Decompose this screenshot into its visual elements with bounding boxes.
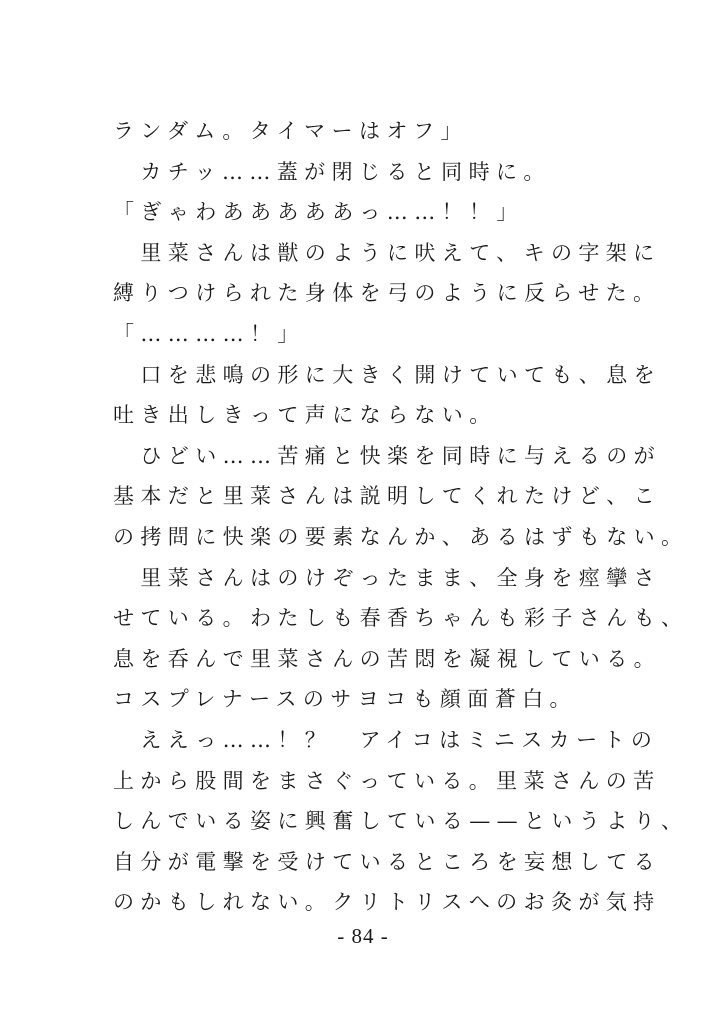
body-text (113, 111, 689, 923)
text-line: しんでいる姿に興奮している——というより、 (113, 809, 689, 834)
text-line: の拷問に快楽の要素なんか、あるはずもない。 (113, 524, 689, 549)
text-line: 里菜さんはのけぞったまま、全身を痙攣さ (113, 565, 661, 590)
text-line: コスプレナースのサヨコも顔面蒼白。 (113, 687, 577, 712)
text-line: 息を呑んで里菜さんの苦悶を凝視している。 (113, 646, 661, 671)
text-line: 自分が電撃を受けているところを妄想してる (113, 849, 661, 874)
text-line: 上から股間をまさぐっている。里菜さんの苦 (113, 768, 661, 793)
text-line: 基本だと里菜さんは説明してくれたけど、こ (113, 484, 661, 509)
text-line: 「ぎゃわあああああっ……！！」 (113, 200, 524, 225)
page-number: - 84 - (337, 924, 389, 948)
text-line: 縛りつけられた身体を弓のように反らせた。 (113, 281, 661, 306)
text-line: せている。わたしも春香ちゃんも彩子さんも、 (113, 606, 689, 631)
text-line: 里菜さんは獣のように吠えて、キの字架に (113, 240, 661, 265)
text-line: 口を悲鳴の形に大きく開けていても、息を (113, 362, 661, 387)
text-line: ええっ……！？ アイコはミニスカートの (113, 727, 659, 752)
text-line: のかもしれない。クリトリスへのお灸が気持 (113, 890, 661, 915)
text-line: 「…………！」 (113, 321, 305, 346)
text-line: カチッ……蓋が閉じると同時に。 (113, 159, 551, 184)
text-line: ひどい……苦痛と快楽を同時に与えるのが (113, 443, 661, 468)
text-line: 吐き出しきって声にならない。 (113, 403, 497, 428)
text-line: ランダム。タイマーはオフ」 (113, 119, 468, 143)
